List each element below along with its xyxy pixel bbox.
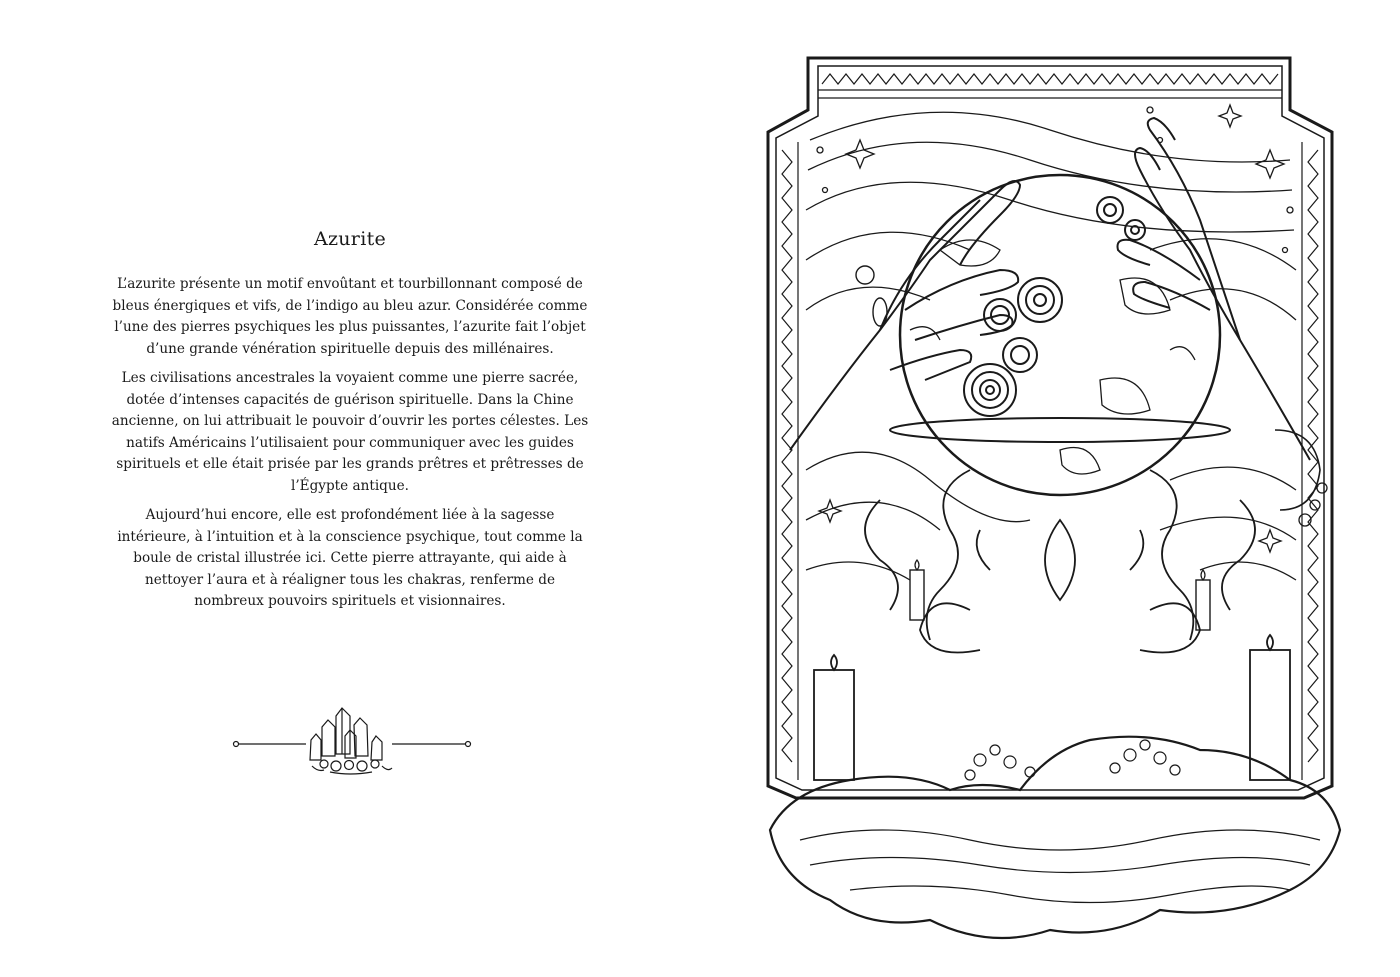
- crystal-ball: [890, 175, 1230, 495]
- crystal-ball-hands-illustration: [730, 50, 1370, 960]
- rocks: [770, 737, 1340, 938]
- stars: [817, 105, 1293, 552]
- hands: [790, 118, 1327, 526]
- ornamental-frame: [768, 58, 1332, 798]
- right-page: [700, 0, 1400, 977]
- paragraph-2: Les civilisations ancestrales la voyaient comme une pierre sacrée, dotée d’intenses capacités de guérison spirituelle. Dans la Chine ancienne, on lui attribuait le pouvoir d’ouvrir les portes célestes. Les natifs Américains l’utilisaient pour communiquer avec les guides spirituels et elle était prisée par les grands prêtres et prêtresses de l’Égypte antique.: [111, 370, 589, 494]
- candles: [814, 560, 1290, 780]
- swirl-background: [806, 112, 1296, 580]
- text-block: [110, 228, 590, 621]
- paragraph-3: Aujourd’hui encore, elle est profondément liée à la sagesse intérieure, à l’intuition et à la conscience psychique, tout comme la boule de cristal illustrée ici. Cette pierre attrayante, qui aide à nettoyer l’aura et à réaligner tous les chakras, renferme de nombreux pouvoirs spirituels et visionnaires.: [117, 507, 583, 609]
- page-title: Azurite: [313, 228, 387, 250]
- crystal-cluster-icon: [232, 700, 472, 780]
- paragraph-1: L’azurite présente un motif envoûtant et tourbillonnant composé de bleus énergiques et vifs, de l’indigo au bleu azur. Considérée comme l’une des pierres psychiques les plus puissantes, l’azurite fait l’objet d’une grande vénération spirituelle depuis des millénaires.: [112, 276, 588, 357]
